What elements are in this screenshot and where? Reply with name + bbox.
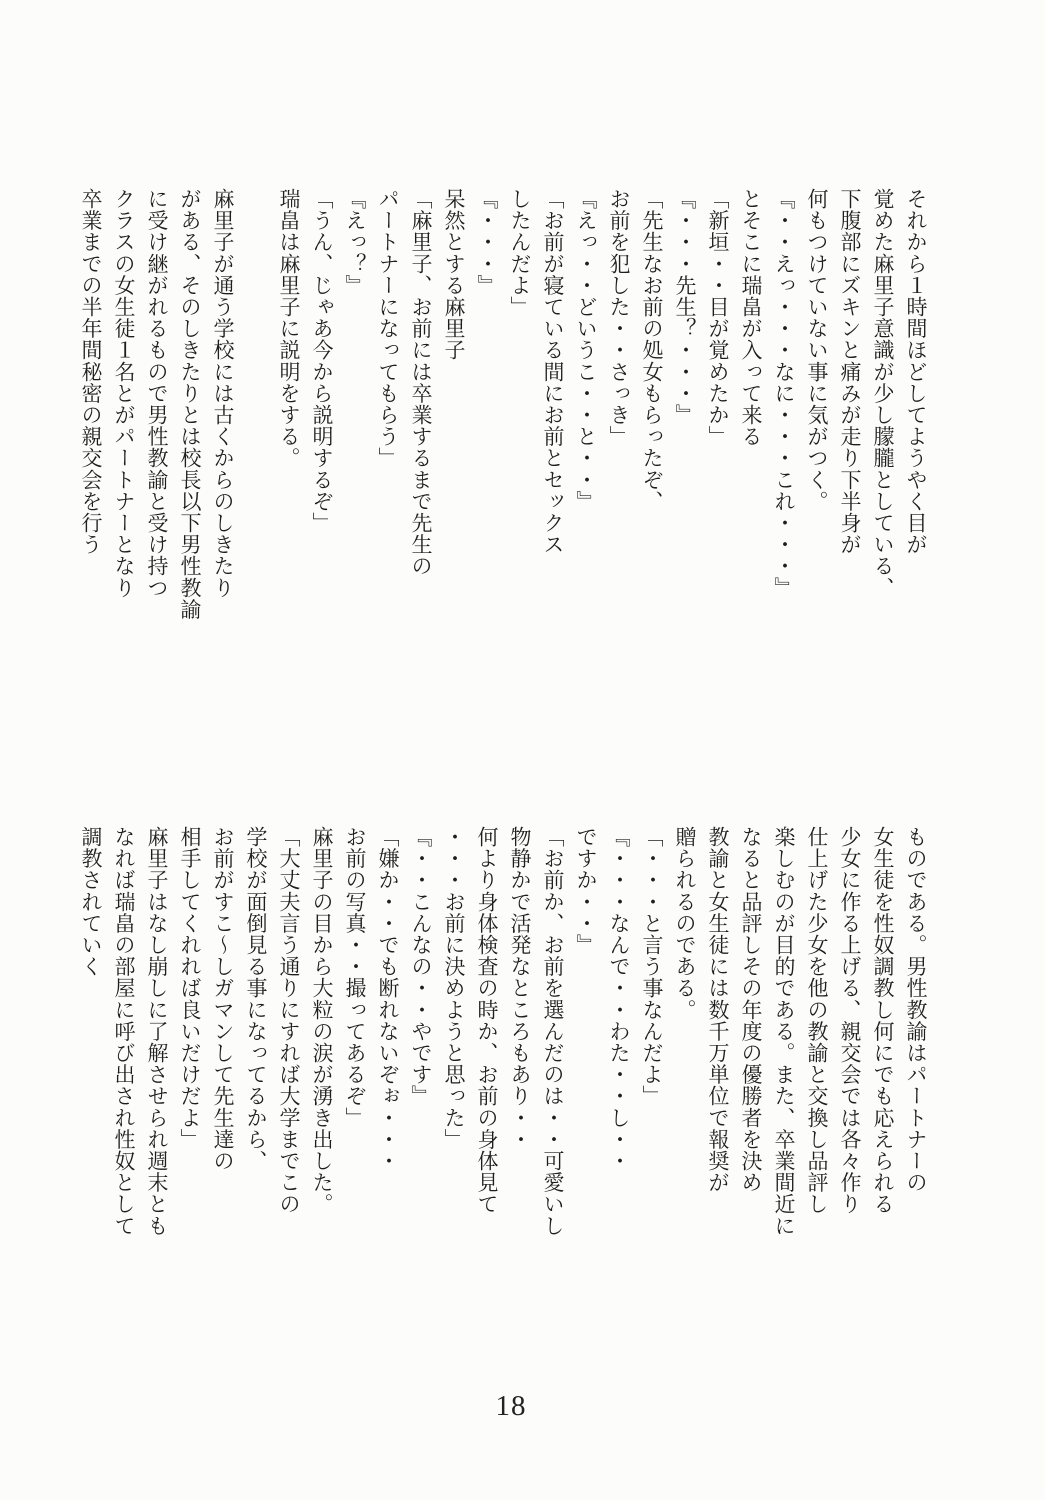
page-number: 18 — [495, 1390, 527, 1422]
upper-text-block — [74, 188, 932, 654]
text-column: お前がすこ～しガマンして先生達の — [211, 826, 234, 1172]
text-column: なれば瑞畠の部屋に呼び出され性奴として — [112, 826, 135, 1237]
text-column: したんだよ」 — [508, 188, 531, 318]
text-column: 楽しむのが目的である。また、卒業間近に — [772, 826, 795, 1237]
text-column: 『・・えっ・・・なに・・・これ・・・』 — [772, 188, 795, 599]
lower-text-block — [74, 826, 932, 1292]
text-column: お前を犯した・・さっき」 — [607, 188, 630, 448]
text-column: パートナーになってもらう」 — [376, 188, 399, 469]
text-column: 女生徒を性奴調教し何にでも応えられる — [871, 826, 894, 1215]
text-column: 『・・・』 — [475, 188, 498, 296]
text-column: 何より身体検査の時か、お前の身体見て — [475, 826, 498, 1215]
text-column: 物静かで活発なところもあり・・ — [508, 826, 531, 1150]
text-column: 調教されていく — [79, 826, 102, 978]
text-column: 麻里子が通う学校には古くからのしきたり — [211, 188, 234, 599]
text-column: 「お前が寝ている間にお前とセックス — [541, 188, 564, 556]
text-column: に受け継がれるもので男性教諭と受け持つ — [145, 188, 168, 599]
text-column: 「お前か、お前を選んだのは・・可愛いし — [541, 826, 564, 1237]
text-column: 贈られるのである。 — [673, 826, 696, 1021]
text-column: 学校が面倒見る事になってるから、 — [244, 826, 267, 1172]
blank-column — [239, 188, 272, 654]
text-column: 「先生なお前の処女もらったぞ、 — [640, 188, 663, 512]
text-column: 何もつけていない事に気がつく。 — [805, 188, 828, 512]
text-column: がある、そのしきたりとは校長以下男性教諭 — [178, 188, 201, 620]
text-column: 相手してくれれば良いだけだよ」 — [178, 826, 201, 1150]
text-column: お前の写真・・撮ってあるぞ」 — [343, 826, 366, 1129]
text-column: 瑞畠は麻里子に説明をする。 — [277, 188, 300, 469]
text-column: 『・・・先生？・・・』 — [673, 188, 696, 426]
text-column: 「うん、じゃあ今から説明するぞ」 — [310, 188, 333, 534]
text-column: クラスの女生徒１名とがパートナーとなり — [112, 188, 135, 599]
text-column: 卒業までの半年間秘密の親交会を行う — [79, 188, 102, 556]
text-column: とそこに瑞畠が入って来る — [739, 188, 762, 448]
text-column: 麻里子の目から大粒の涙が湧き出した。 — [310, 826, 333, 1215]
text-column: 「麻里子、お前には卒業するまで先生の — [409, 188, 432, 577]
text-column: 『・・こんなの・・やです』 — [409, 826, 432, 1107]
text-column: 下腹部にズキンと痛みが走り下半身が — [838, 188, 861, 556]
text-column: 「新垣・・目が覚めたか」 — [706, 188, 729, 448]
text-column: 「・・・と言う事なんだよ」 — [640, 826, 663, 1107]
text-column: なると品評しその年度の優勝者を決め — [739, 826, 762, 1194]
text-column: 覚めた麻里子意識が少し朦朧としている、 — [871, 188, 894, 599]
text-column: ・・・お前に決めようと思った」 — [442, 826, 465, 1150]
text-column: 『えっ？』 — [343, 188, 366, 296]
text-column: 『えっ・・どいうこ・・と・・』 — [574, 188, 597, 512]
text-column: 「嫌か・・でも断れないぞぉ・・・ — [376, 826, 399, 1172]
text-column: 『・・・なんで・・わた・・し・・ — [607, 826, 630, 1172]
text-column: 「大丈夫言う通りにすれば大学までこの — [277, 826, 300, 1215]
text-column: それから１時間ほどしてようやく目が — [904, 188, 927, 556]
text-column: 教諭と女生徒には数千万単位で報奨が — [706, 826, 729, 1194]
text-column: 呆然とする麻里子 — [442, 188, 465, 361]
text-column: 少女に作る上げる、親交会では各々作り — [838, 826, 861, 1215]
text-column: ものである。男性教諭はパートナーの — [904, 826, 927, 1194]
text-column: ですか・・』 — [574, 826, 597, 956]
text-column: 仕上げた少女を他の教諭と交換し品評し — [805, 826, 828, 1215]
text-column: 麻里子はなし崩しに了解させられ週末とも — [145, 826, 168, 1237]
